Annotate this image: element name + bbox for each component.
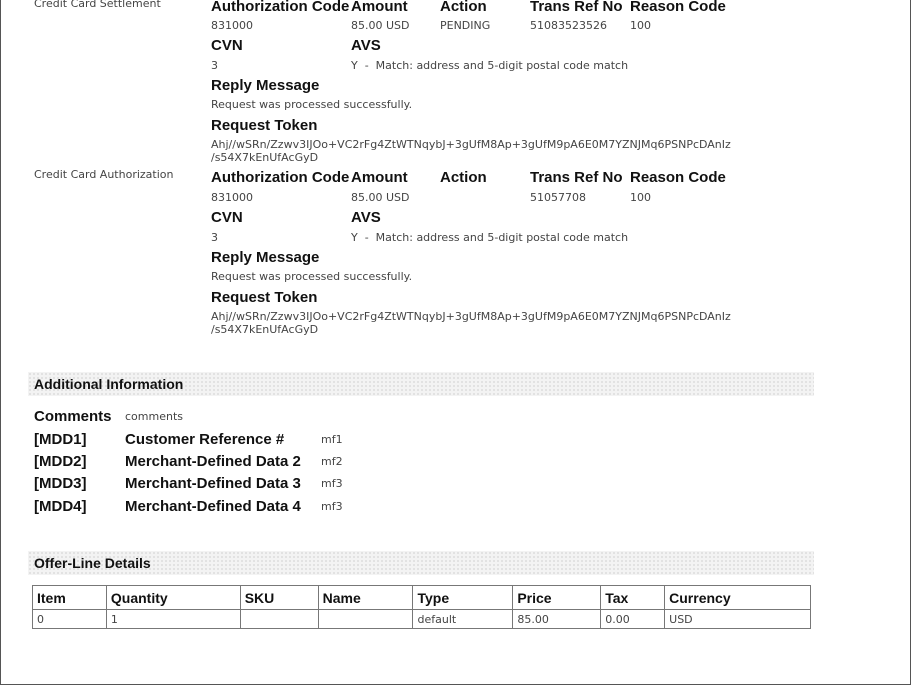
settlement-action-value: PENDING bbox=[440, 19, 491, 32]
column-header-tax: Tax bbox=[601, 586, 665, 610]
additional-info-header-bar bbox=[28, 372, 814, 396]
authorization-cvn-value: 3 bbox=[211, 231, 218, 244]
cell-quantity: 1 bbox=[106, 610, 240, 629]
comments-value: comments bbox=[125, 410, 183, 423]
mdd3-label: Merchant-Defined Data 3 bbox=[125, 475, 301, 492]
authorization-trans-ref-header: Trans Ref No bbox=[530, 169, 623, 186]
authorization-action-header: Action bbox=[440, 169, 487, 186]
authorization-token-line2: /s54X7kEnUfAcGyD bbox=[211, 323, 319, 336]
settlement-reply-value: Request was processed successfully. bbox=[211, 98, 413, 111]
column-header-quantity: Quantity bbox=[106, 586, 240, 610]
mdd1-label: Customer Reference # bbox=[125, 431, 285, 448]
mdd3-key: [MDD3] bbox=[34, 475, 87, 492]
authorization-trans-ref-value: 51057708 bbox=[530, 191, 586, 204]
offer-line-table bbox=[32, 585, 811, 629]
mdd2-value: mf2 bbox=[321, 455, 343, 468]
mdd2-label: Merchant-Defined Data 2 bbox=[125, 453, 301, 470]
settlement-reason-code-value: 100 bbox=[630, 19, 651, 32]
authorization-auth-code-header: Authorization Code bbox=[211, 169, 350, 186]
authorization-cvn-header: CVN bbox=[211, 209, 243, 226]
cell-name bbox=[318, 610, 413, 629]
settlement-trans-ref-value: 51083523526 bbox=[530, 19, 607, 32]
authorization-reply-value: Request was processed successfully. bbox=[211, 270, 413, 283]
settlement-token-line2: /s54X7kEnUfAcGyD bbox=[211, 151, 319, 164]
mdd4-key: [MDD4] bbox=[34, 498, 87, 515]
mdd1-key: [MDD1] bbox=[34, 431, 87, 448]
authorization-auth-code-value: 831000 bbox=[211, 191, 253, 204]
cell-item: 0 bbox=[33, 610, 107, 629]
cell-sku bbox=[240, 610, 318, 629]
comments-label: Comments bbox=[34, 408, 112, 425]
cell-tax: 0.00 bbox=[601, 610, 665, 629]
settlement-avs-value: Y - Match: address and 5-digit postal code match bbox=[351, 59, 629, 72]
settlement-auth-code-header: Authorization Code bbox=[211, 0, 350, 15]
authorization-reason-code-header: Reason Code bbox=[630, 169, 726, 186]
column-header-name: Name bbox=[318, 586, 413, 610]
settlement-reply-header: Reply Message bbox=[211, 77, 320, 94]
settlement-token-line1: Ahj//wSRn/Zzwv3IJOo+VC2rFg4ZtWTNqybJ+3gUfM8Ap+3gUfM9pA6E0M7YZNJMq6PSNPcDAnIz bbox=[211, 138, 731, 151]
mdd4-label: Merchant-Defined Data 4 bbox=[125, 498, 301, 515]
settlement-trans-ref-header: Trans Ref No bbox=[530, 0, 623, 15]
offer-line-title: Offer-Line Details bbox=[34, 555, 151, 571]
settlement-action-header: Action bbox=[440, 0, 487, 15]
table-header-row bbox=[33, 586, 811, 610]
cell-type: default bbox=[413, 610, 513, 629]
authorization-token-line1: Ahj//wSRn/Zzwv3IJOo+VC2rFg4ZtWTNqybJ+3gUfM8Ap+3gUfM9pA6E0M7YZNJMq6PSNPcDAnIz bbox=[211, 310, 731, 323]
settlement-auth-code-value: 831000 bbox=[211, 19, 253, 32]
authorization-section-label: Credit Card Authorization bbox=[34, 168, 174, 181]
column-header-currency: Currency bbox=[665, 586, 811, 610]
settlement-token-header: Request Token bbox=[211, 117, 318, 134]
authorization-amount-header: Amount bbox=[351, 169, 408, 186]
authorization-avs-header: AVS bbox=[351, 209, 381, 226]
column-header-item: Item bbox=[33, 586, 107, 610]
mdd1-value: mf1 bbox=[321, 433, 343, 446]
cell-price: 85.00 bbox=[513, 610, 601, 629]
column-header-sku: SKU bbox=[240, 586, 318, 610]
settlement-amount-value: 85.00 USD bbox=[351, 19, 410, 32]
settlement-amount-header: Amount bbox=[351, 0, 408, 15]
column-header-price: Price bbox=[513, 586, 601, 610]
authorization-reason-code-value: 100 bbox=[630, 191, 651, 204]
settlement-cvn-header: CVN bbox=[211, 37, 243, 54]
mdd3-value: mf3 bbox=[321, 477, 343, 490]
table-row bbox=[33, 610, 811, 629]
authorization-token-header: Request Token bbox=[211, 289, 318, 306]
additional-info-title: Additional Information bbox=[34, 376, 184, 392]
settlement-reason-code-header: Reason Code bbox=[630, 0, 726, 15]
authorization-reply-header: Reply Message bbox=[211, 249, 320, 266]
authorization-avs-value: Y - Match: address and 5-digit postal code match bbox=[351, 231, 629, 244]
mdd2-key: [MDD2] bbox=[34, 453, 87, 470]
settlement-cvn-value: 3 bbox=[211, 59, 218, 72]
offer-line-header-bar bbox=[28, 551, 814, 575]
authorization-amount-value: 85.00 USD bbox=[351, 191, 410, 204]
settlement-section-label: Credit Card Settlement bbox=[34, 0, 161, 10]
cell-currency: USD bbox=[665, 610, 811, 629]
column-header-type: Type bbox=[413, 586, 513, 610]
mdd4-value: mf3 bbox=[321, 500, 343, 513]
settlement-avs-header: AVS bbox=[351, 37, 381, 54]
